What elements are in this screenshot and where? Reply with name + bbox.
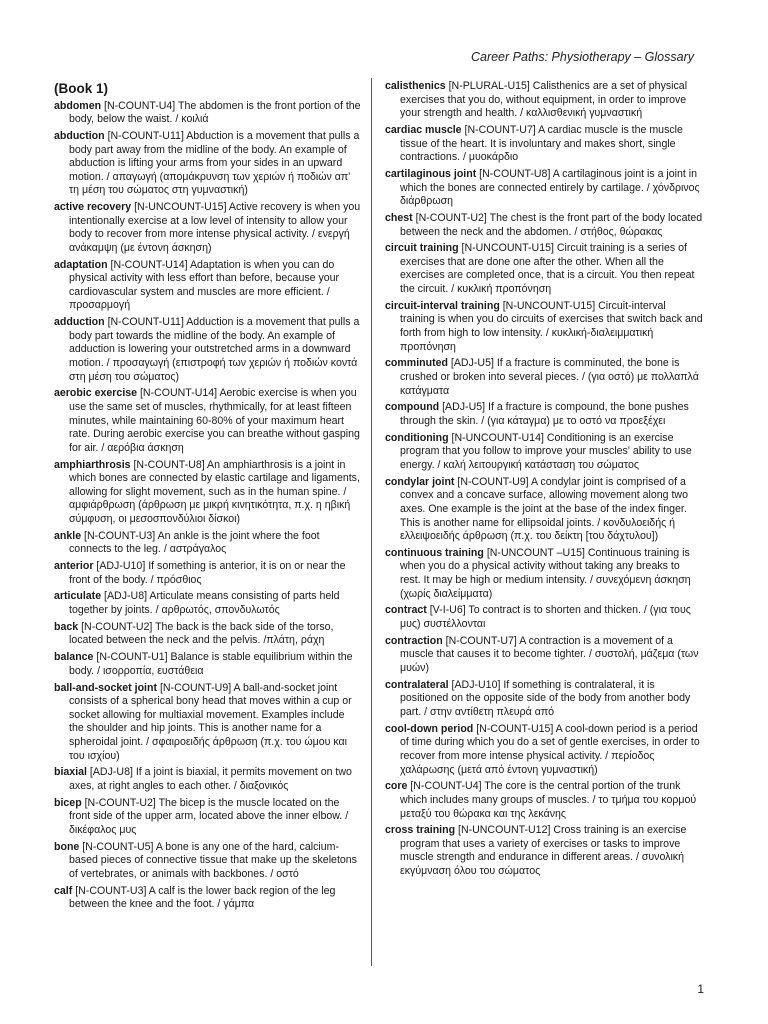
glossary-definition: [N-COUNT-U3] An ankle is the joint where the foot connects to the leg. / αστράγαλος [69, 529, 320, 556]
glossary-definition: [ADJ-U5] If a fracture is comminuted, the bone is crushed or broken into several pieces. / (για οστό) με πολλαπλά κατάγματα [400, 357, 699, 397]
glossary-definition: [ADJ-U10] If something is anterior, it is on or near the front of the body. / πρόσθιος [69, 560, 346, 586]
glossary-definition: [N-COUNT-U11] Adduction is a movement that pulls a body part towards the midline of the body. An example of adduction is lowering your outstretched arms in a downward motion. / προσαγωγή (επιστροφή των χεριών ή ποδιών κοντά στη μέση του σώματος) [69, 316, 360, 383]
glossary-list-right [385, 80, 703, 879]
glossary-definition: [N-COUNT-U7] A contraction is a movement of a muscle that causes it to become tighter. / συστολή, μάζεμα (των μυών) [400, 634, 699, 674]
glossary-definition: [N-COUNT-U2] The chest is the front part of the body located between the neck and the abdomen. / στήθος, θώρακας [400, 211, 703, 238]
page-header: Career Paths: Physiotherapy – Glossary [470, 50, 694, 64]
glossary-entry [54, 459, 361, 527]
glossary-entry [54, 885, 361, 912]
glossary-term: core [385, 780, 408, 793]
glossary-entry [385, 300, 703, 354]
glossary-definition: [N-COUNT-U4] The core is the central portion of the trunk which includes many groups of muscles. / το τμήμα του κορμού μεταξύ του θώρακα και της λεκάνης [400, 780, 697, 820]
section-title: (Book 1) [54, 81, 108, 96]
glossary-entry [54, 682, 361, 764]
glossary-entry [54, 201, 361, 255]
glossary-entry [385, 635, 703, 676]
glossary-term: ankle [54, 529, 82, 542]
glossary-term: abdomen [54, 99, 102, 112]
glossary-definition: [ADJ-U5] If a fracture is compound, the bone pushes through the skin. / (για κάταγμα) με το οστό να προεξέχει [400, 401, 689, 427]
page-number: 1 [697, 982, 704, 996]
glossary-entry [385, 242, 703, 296]
glossary-list-left [54, 100, 361, 912]
glossary-entry [54, 530, 361, 557]
glossary-definition: [N-PLURAL-U15] Calisthenics are a set of physical exercises that you do, without equipment, in order to improve your strength and health. / καλλισθενική γυμναστική [400, 80, 688, 120]
glossary-definition: [N-COUNT-U14] Aerobic exercise is when you use the same set of muscles, rhythmically, for at least fifteen minutes, while maintaining 60-80% of your maximum heart rate. During aerobic exercise you can breathe without gasping for air. / αερόβια άσκηση [69, 387, 360, 454]
glossary-entry [54, 651, 361, 678]
glossary-term: biaxial [54, 766, 87, 779]
glossary-definition: [N-COUNT-U5] A bone is any one of the hard, calcium-based pieces of connective tissue that make up the skeletons of vertebrates, or animals with backbones. / οστό [69, 840, 357, 880]
glossary-definition: [N-COUNT-U1] Balance is stable equilibrium within the body. / ισορροπία, ευστάθεια [69, 651, 353, 677]
glossary-definition: [N-COUNT-U8] An amphiarthrosis is a joint in which bones are connected by elastic cartilage and ligaments, allowing for slight movement, such as in the human spine. / αμφιάρθρωση (άρθρωση με μικρή κινητικότητα, π.χ. η ηβική σύμφυση, οι μεσοσπονδύλιοι δίσκοι) [69, 458, 360, 525]
right-column [385, 80, 703, 882]
glossary-term: ball-and-socket joint [54, 681, 158, 694]
glossary-term: active recovery [54, 201, 132, 214]
glossary-definition: [N-UNCOUNT-U15] Active recovery is when you intentionally exercise at a low level of intensity to allow your body to recover from more intense physical activity. / ενεργή ανάκαμψη (με έντονη άσκηση) [69, 201, 361, 254]
glossary-definition: [N-COUNT-U8] A cartilaginous joint is a joint in which the bones are connected entirely by cartilage. / χόνδρινος διάρθρωση [400, 167, 700, 208]
glossary-term: cartilaginous joint [385, 167, 477, 180]
glossary-term: contraction [385, 634, 443, 647]
glossary-entry [54, 560, 361, 587]
glossary-definition: [N-COUNT-U2] The back is the back side of the torso, located between the neck and the pelvis. /πλάτη, ράχη [69, 620, 334, 647]
glossary-term: compound [385, 401, 440, 414]
glossary-term: contract [385, 604, 427, 617]
glossary-definition: [N-UNCOUNT-U15] Circuit training is a series of exercises that are done one after the other. When all the exercises are completed once, that is a circuit. You then repeat the circuit. / κυκλική προπόνηση [400, 242, 695, 296]
glossary-entry [54, 100, 361, 127]
glossary-term: bicep [54, 796, 82, 809]
glossary-entry [385, 80, 703, 121]
glossary-definition: [N-COUNT-U9] A condylar joint is comprised of a convex and a concave surface, allowing movement along two axes. One example is the joint at the base of the index finger. This is another name for ellipsoidal joints. / κονδυλοειδής ή ελλειψοειδής άρθρωση (π.χ. του δείκτη [του δάχτυλου]) [400, 475, 688, 543]
glossary-definition: [ADJ-U8] Articulate means consisting of parts held together by joints. / αρθρωτός, σπονδυλωτός [69, 590, 340, 617]
glossary-term: abduction [54, 129, 105, 142]
glossary-term: circuit-interval training [385, 299, 500, 312]
glossary-definition: [N-COUNT-U14] Adaptation is when you can do physical activity with less effort than before, because your cardiovascular system and muscles are more efficient. / προσαρμογή [69, 258, 340, 312]
glossary-entry [385, 476, 703, 544]
glossary-entry [385, 212, 703, 239]
glossary-entry [54, 797, 361, 838]
glossary-term: comminuted [385, 357, 448, 370]
glossary-term: amphiarthrosis [54, 458, 131, 471]
glossary-term: chest [385, 211, 413, 224]
glossary-term: cross training [385, 824, 456, 837]
glossary-entry [54, 259, 361, 313]
glossary-definition: [N-COUNT-U2] The bicep is the muscle located on the front side of the upper arm, located above the inner elbow. / δικέφαλος μυς [69, 796, 349, 836]
glossary-term: adduction [54, 316, 105, 329]
glossary-term: adaptation [54, 258, 108, 271]
glossary-definition: [N-COUNT-U9] A ball-and-socket joint consists of a spherical bony head that moves within a cup or socket allowing for multiaxial movement. Examples include the shoulder and hip joints. This is another name for a spheroidal joint. / σφαιροειδής άρθρωση (π.χ. του ώμου και του ισχίου) [69, 681, 352, 762]
glossary-term: back [54, 620, 79, 633]
glossary-entry [54, 590, 361, 617]
glossary-definition: [N-COUNT-U4] The abdomen is the front portion of the body, below the waist. / κοιλιά [69, 99, 361, 126]
glossary-definition: [N-COUNT-U3] A calf is the lower back region of the leg between the knee and the foot. / γάμπα [69, 884, 336, 911]
glossary-term: aerobic exercise [54, 387, 138, 400]
glossary-entry [54, 130, 361, 198]
glossary-entry [385, 723, 703, 777]
glossary-term: articulate [54, 590, 102, 603]
glossary-definition: [N-UNCOUNT-U14] Conditioning is an exercise program that you follow to improve your muscles' ability to use energy. / καλή λειτουργική κατάσταση του σώματος [400, 431, 692, 471]
glossary-definition: [N-UNCOUNT-U15] Circuit-interval training is when you do circuits of exercises that switch back and forth from high to low intensity. / κυκλική-διαλειμματική προπόνηση [400, 299, 703, 353]
glossary-entry [385, 432, 703, 473]
glossary-term: anterior [54, 560, 94, 573]
glossary-entry [385, 824, 703, 878]
glossary-entry [385, 679, 703, 720]
glossary-term: condylar joint [385, 475, 455, 488]
glossary-definition: [N-COUNT-U11] Abduction is a movement that pulls a body part away from the midline of the body. An example of abduction is lifting your arms from your sides in an upward motion. / απαγωγή (απομάκρυνση των χεριών ή ποδιών απ' τη μέση του σώματος στη γυμναστική) [69, 129, 360, 197]
glossary-definition: [N-UNCOUNT-U12] Cross training is an exercise program that uses a variety of exercises or tasks to improve muscle strength and endurance in different areas. / συνολική εκγύμναση όλου του σώματος [400, 824, 687, 878]
glossary-term: continuous training [385, 546, 484, 559]
glossary-term: circuit training [385, 242, 459, 255]
glossary-entry [385, 124, 703, 165]
left-column [54, 80, 361, 915]
glossary-entry [385, 357, 703, 398]
glossary-term: contralateral [385, 678, 449, 691]
glossary-entry [54, 316, 361, 384]
glossary-entry [54, 766, 361, 793]
glossary-term: conditioning [385, 431, 449, 444]
glossary-term: cool-down period [385, 722, 474, 735]
glossary-term: cardiac muscle [385, 123, 462, 136]
glossary-entry [385, 780, 703, 821]
glossary-definition: [V-I-U6] To contract is to shorten and thicken. / (για τους μυς) συστέλλονται [400, 604, 691, 631]
column-divider [371, 78, 372, 966]
glossary-term: calisthenics [385, 80, 446, 92]
glossary-definition: [N-UNCOUNT –U15] Continuous training is when you do a physical activity without taking any breaks to rest. It may be high or medium intensity. / συνεχόμενη άσκηση (χωρίς διαλείμματα) [400, 546, 691, 600]
glossary-entry [385, 168, 703, 209]
glossary-definition: [N-COUNT-U7] A cardiac muscle is the muscle tissue of the heart. It is involuntary and makes short, single contractions. / μυοκάρδιο [400, 123, 683, 164]
glossary-entry [54, 387, 361, 455]
glossary-entry [385, 547, 703, 601]
glossary-entry [54, 841, 361, 882]
glossary-definition: [ADJ-U10] If something is contralateral, it is positioned on the opposite side of the body from another body part. / στην αντίθετη πλευρά από [400, 678, 691, 718]
glossary-term: calf [54, 884, 73, 897]
glossary-entry [385, 604, 703, 631]
glossary-entry [385, 401, 703, 428]
glossary-term: balance [54, 651, 94, 664]
glossary-definition: [ADJ-U8] If a joint is biaxial, it permits movement on two axes, at right angles to each other. / διαξονικός [69, 766, 352, 792]
glossary-definition: [N-COUNT-U15] A cool-down period is a period of time during which you do a set of gentle exercises, in order to recover from more intense physical activity. / περίοδος χαλάρωσης (μετά από έντονη γυμναστική) [400, 722, 700, 776]
glossary-entry [54, 621, 361, 648]
glossary-term: bone [54, 840, 80, 853]
